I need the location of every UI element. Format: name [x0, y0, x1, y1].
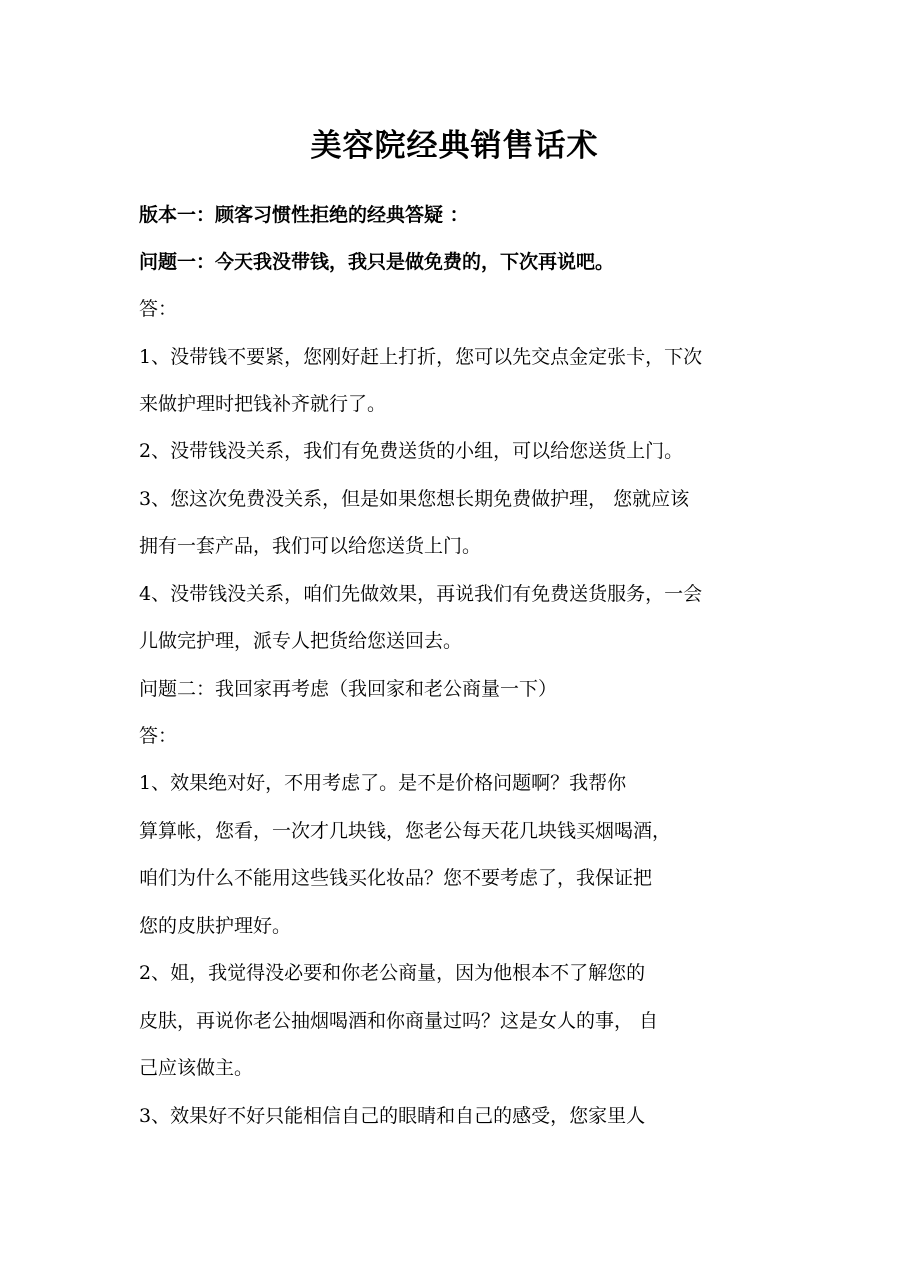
text-line: 咱们为什么不能用这些钱买化妆品？您不要考虑了，我保证把 — [139, 867, 653, 889]
text-line: 皮肤，再说你老公抽烟喝酒和你商量过吗？这是女人的事， 自 — [139, 1010, 659, 1032]
text-line: 2、姐，我觉得没必要和你老公商量，因为他根本不了解您的 — [139, 962, 646, 984]
text-line: 儿做完护理，派专人把货给您送回去。 — [139, 630, 463, 652]
answer-label: 答： — [139, 725, 178, 747]
text-line: 拥有一套产品，我们可以给您送货上门。 — [139, 535, 482, 557]
text-line: 来做护理时把钱补齐就行了。 — [139, 393, 387, 415]
question-heading: 问题一：今天我没带钱，我只是做免费的，下次再说吧。 — [139, 251, 615, 273]
text-line: 4、没带钱没关系，咱们先做效果，再说我们有免费送货服务，一会 — [139, 583, 703, 605]
text-line: 2、没带钱没关系，我们有免费送货的小组，可以给您送货上门。 — [139, 440, 684, 462]
document-title: 美容院经典销售话术 — [310, 128, 599, 164]
text-line: 1、效果绝对好，不用考虑了。是不是价格问题啊？我帮你 — [139, 772, 627, 794]
text-line: 3、效果好不好只能相信自己的眼睛和自己的感受，您家里人 — [139, 1105, 646, 1127]
text-line: 1、没带钱不要紧，您刚好赶上打折，您可以先交点金定张卡，下次 — [139, 346, 703, 368]
question-heading: 问题二：我回家再考虑（我回家和老公商量一下） — [139, 678, 558, 700]
section-heading: 版本一：顾客习惯性拒绝的经典答疑 ： — [139, 204, 469, 226]
answer-label: 答： — [139, 298, 178, 320]
text-line: 3、您这次免费没关系，但是如果您想长期免费做护理， 您就应该 — [139, 488, 690, 510]
text-line: 您的皮肤护理好。 — [139, 915, 292, 937]
text-line: 算算帐，您看，一次才几块钱，您老公每天花几块钱买烟喝酒， — [139, 820, 672, 842]
text-line: 己应该做主。 — [139, 1057, 254, 1079]
